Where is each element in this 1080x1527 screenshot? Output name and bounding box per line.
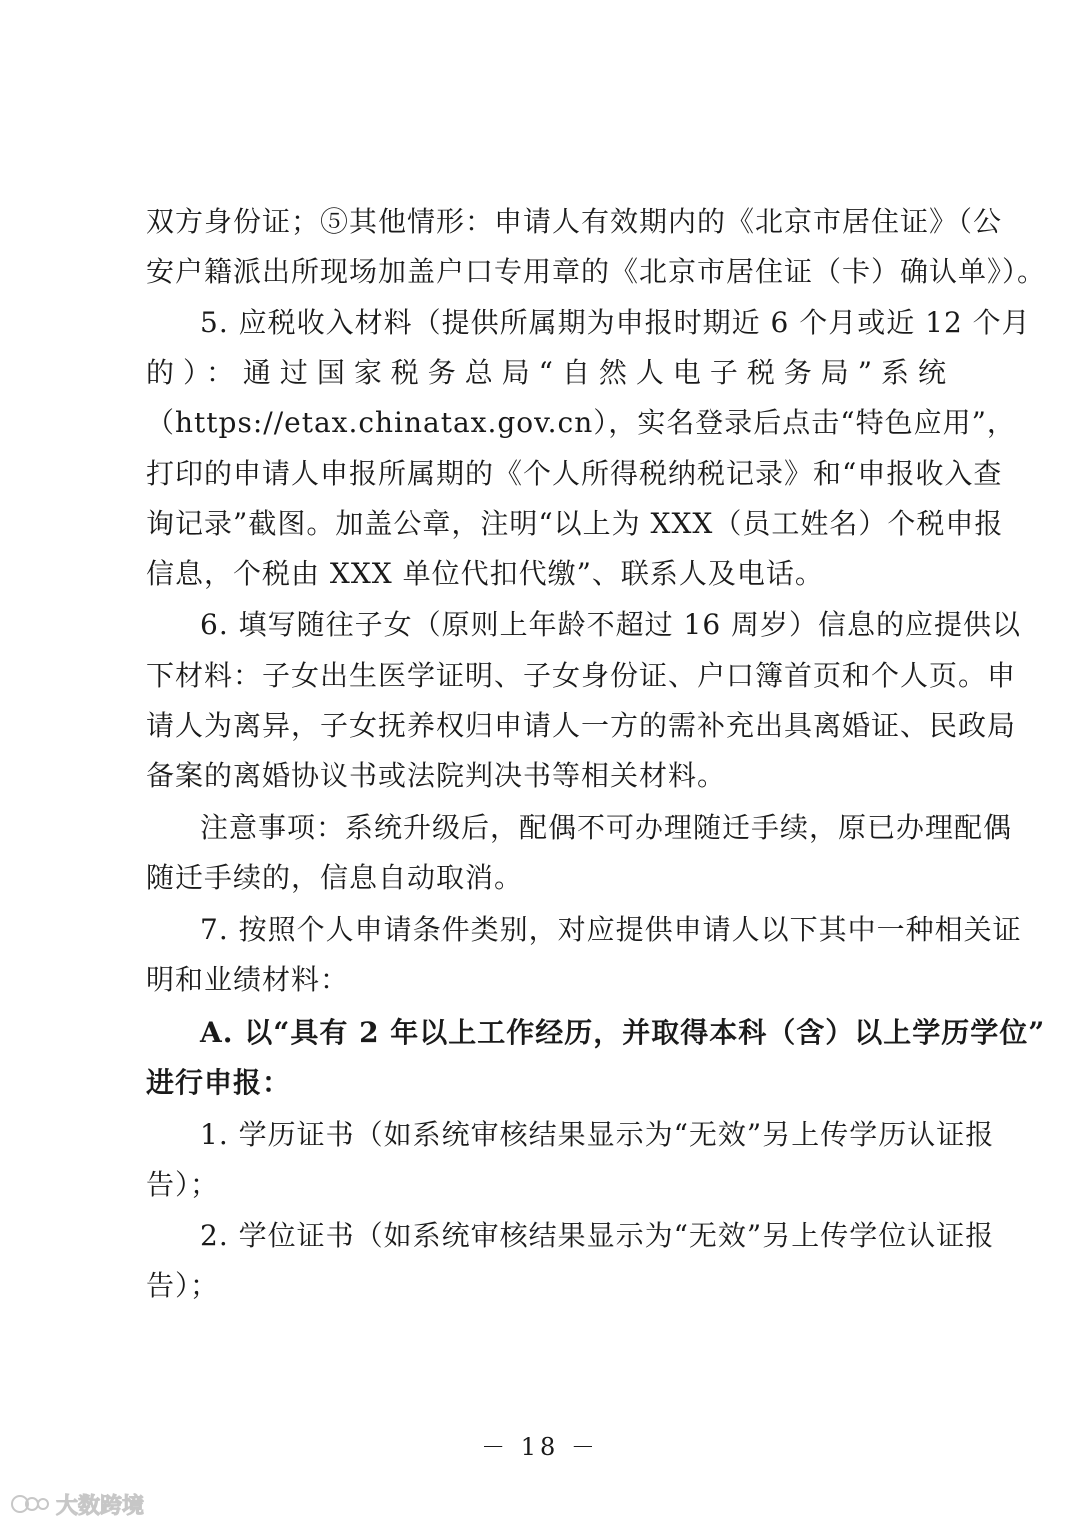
text-line: 下材料：子女出生医学证明、子女身份证、户口簿首页和个人页。申 (146, 659, 1017, 692)
bold-heading-line: A. 以“具有 2 年以上工作经历，并取得本科（含）以上学历学位” (200, 1016, 1046, 1049)
text-line: 告）； (146, 1168, 220, 1201)
text-line: 5. 应税收入材料（提供所属期为申报时期近 6 个月或近 12 个月 (200, 306, 1031, 339)
text-line: 询记录”截图。加盖公章，注明“以上为 XXX（员工姓名）个税申报 (146, 507, 1004, 540)
watermark-logo-icon (10, 1491, 50, 1517)
bold-heading-line: 进行申报： (146, 1066, 292, 1099)
text-line: 随迁手续的，信息自动取消。 (146, 861, 524, 894)
text-line: 安户籍派出所现场加盖户口专用章的《北京市居住证（卡）确认单》）。 (146, 255, 1047, 288)
text-line: 2. 学位证书（如系统审核结果显示为“无效”另上传学位认证报 (200, 1219, 995, 1252)
text-line: 7. 按照个人申请条件类别，对应提供申请人以下其中一种相关证 (200, 913, 1022, 946)
text-line: 告）； (146, 1269, 220, 1302)
page-number: － 18 － (481, 1433, 599, 1461)
text-line: 信息，个税由 XXX 单位代扣代缴”、联系人及电话。 (146, 557, 824, 590)
text-line: 的）：通过国家税务总局“自然人电子税务局”系统 (146, 356, 946, 389)
text-line: 打印的申请人申报所属期的《个人所得税纳税记录》和“申报收入查 (146, 457, 1003, 490)
text-line: （https://etax.chinatax.gov.cn），实名登录后点击“特色应用”， (146, 406, 1016, 439)
text-line: 备案的离婚协议书或法院判决书等相关材料。 (146, 759, 727, 792)
text-line: 6. 填写随往子女（原则上年龄不超过 16 周岁）信息的应提供以 (200, 608, 1022, 641)
text-line: 请人为离异，子女抚养权归申请人一方的需补充出具离婚证、民政局 (146, 709, 1017, 742)
watermark (10, 1490, 144, 1518)
text-line: 双方身份证；⑤其他情形：申请人有效期内的《北京市居住证》（公 (146, 205, 1003, 238)
text-line: 注意事项：系统升级后，配偶不可办理随迁手续，原已办理配偶 (200, 811, 1013, 844)
text-line: 1. 学历证书（如系统审核结果显示为“无效”另上传学历认证报 (200, 1118, 995, 1151)
watermark-text: 大数跨境 (56, 1493, 145, 1519)
text-line: 明和业绩材料： (146, 963, 350, 996)
